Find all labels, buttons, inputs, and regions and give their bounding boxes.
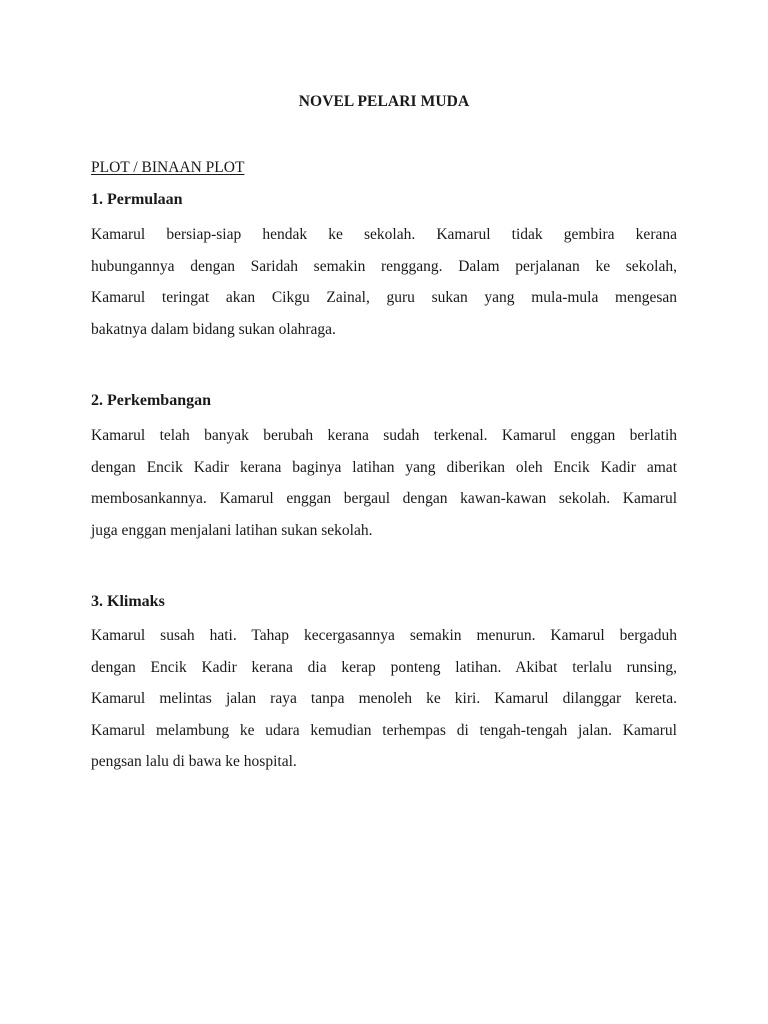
paragraph-line: Kamarul susah hati. Tahap kecergasannya semakin menurun. Kamarul bergaduh: [91, 627, 677, 644]
paragraph-line: hubungannya dengan Saridah semakin renggang. Dalam perjalanan ke sekolah,: [91, 257, 677, 275]
paragraph-line: dengan Encik Kadir kerana baginya latihan yang diberikan oleh Encik Kadir amat: [91, 458, 677, 476]
paragraph-line: Kamarul telah banyak berubah kerana sudah terkenal. Kamarul enggan berlatih: [91, 427, 677, 444]
paragraph-line: membosankannya. Kamarul enggan bergaul dengan kawan-kawan sekolah. Kamarul: [91, 490, 677, 507]
paragraph-line: Kamarul bersiap-siap hendak ke sekolah. Kamarul tidak gembira kerana: [91, 226, 677, 243]
paragraph-line: Kamarul teringat akan Cikgu Zainal, guru sukan yang mula-mula mengesan: [91, 289, 677, 306]
section-paragraph-klimaks: [91, 620, 677, 778]
paragraph-line: dengan Encik Kadir kerana dia kerap ponteng latihan. Akibat terlalu runsing,: [91, 658, 677, 676]
section-heading-klimaks: 3. Klimaks: [91, 593, 165, 610]
paragraph-line: Kamarul melambung ke udara kemudian terhempas di tengah-tengah jalan. Kamarul: [91, 721, 677, 739]
document-title: NOVEL PELARI MUDA: [298, 93, 470, 110]
paragraph-line: bakatnya dalam bidang sukan olahraga.: [91, 320, 336, 338]
plot-subheading: PLOT / BINAAN PLOT: [91, 159, 245, 176]
section-paragraph-permulaan: [91, 219, 677, 345]
paragraph-line: juga enggan menjalani latihan sukan sekolah.: [91, 521, 373, 539]
section-paragraph-perkembangan: [91, 420, 677, 546]
paragraph-line: pengsan lalu di bawa ke hospital.: [91, 753, 297, 770]
paragraph-line: Kamarul melintas jalan raya tanpa menoleh ke kiri. Kamarul dilanggar kereta.: [91, 690, 677, 707]
section-heading-perkembangan: 2. Perkembangan: [91, 392, 211, 409]
section-heading-permulaan: 1. Permulaan: [91, 191, 183, 208]
